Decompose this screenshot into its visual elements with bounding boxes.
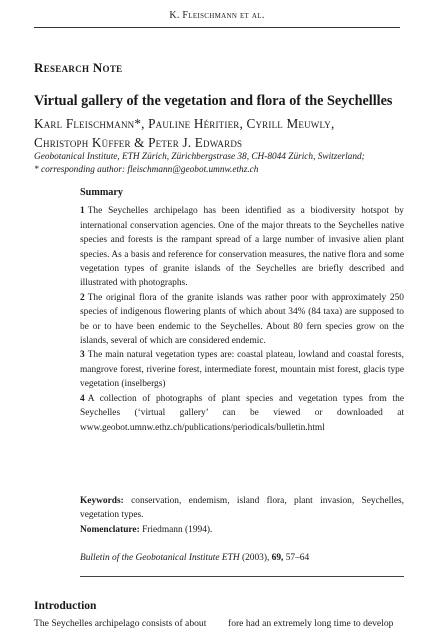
keywords-label: Keywords: [80,496,124,506]
nomenclature-label: Nomenclature: [80,524,140,535]
bulletin-pages: 57–64 [285,553,310,563]
nomenclature-text: Friedmann (1994). [142,524,213,535]
summary-item-3 [80,348,404,391]
bulletin-volume: 69, [271,553,284,563]
bulletin-prefix: Bulletin of the Geobotanical Institute ETH [80,553,240,563]
keywords-block [80,494,404,537]
bulletin-year: (2003), [241,553,270,563]
header-rule [34,27,400,28]
summary-item-number: 1 [80,206,85,217]
running-head: K. Fleischmann et al. [169,10,265,21]
authors-line-1: Karl Fleischmann*, Pauline Héritier, Cyrill Meuwly, [34,116,335,131]
summary-heading: Summary [80,187,124,198]
intro-column-right [228,617,404,632]
authors-line-2: Christoph Küffer & Peter J. Edwards [34,135,243,150]
introduction-heading: Introduction [34,600,97,612]
summary-item-2 [80,291,404,349]
summary-item-number: 2 [80,292,85,303]
summary-item-text: A collection of photographs of plant species and vegetation types from the Seychelles (‘virtual gallery’ can be viewed or downloaded at www.geobot.umnw.ethz.ch/publications/periodicals/bulletin.html [80,393,404,433]
intro-column-left [34,617,210,632]
affiliation-block [34,151,404,177]
corresponding-author: * corresponding author: fleischmann@geobot.umnw.ethz.ch [34,165,259,175]
summary-bottom-rule [80,576,404,577]
nomenclature [80,523,404,537]
summary-item-1 [80,204,404,290]
summary-box [80,186,404,435]
intro-right-line: fore had an extremely long time to develop [228,618,394,629]
summary-item-number: 4 [80,393,85,404]
summary-item-text: The main natural vegetation types are: coastal plateau, lowland and coastal forests, mangrove forest, riverine forest, intermediate forest, mountain mist forest, glacis type vegetation (inselbergs) [80,350,404,390]
summary-item-number: 3 [80,350,85,361]
authors [34,114,404,152]
article-title: Virtual gallery of the vegetation and flora of the Seychellles [34,93,393,109]
keywords-text: conservation, endemism, island flora, plant invasion, Seychelles, vegetation types. [80,496,404,521]
section-label: Research Note [34,60,123,75]
summary-item-text: The original flora of the granite islands was rather poor with approximately 250 species of indigenous flowering plants of which about 34% (84 taxa) are supposed to be or to have been endemic to the Seychelles. About 80 fern species grow on the islands, several of which are considered endemic. [80,292,404,347]
intro-left-line: The Seychelles archipelago consists of about [34,618,207,629]
keywords [80,494,404,523]
affiliation: Geobotanical Institute, ETH Zürich, Zürichbergstrase 38, CH-8044 Zürich, Switzerland; [34,152,365,162]
summary-item-4 [80,392,404,435]
bulletin-citation [80,553,404,563]
summary-item-text: The Seychelles archipelago has been identified as a biodiversity hotspot by international conservation agencies. One of the major threats to the Seychelles native species and forests is the rampant spread of a large number of invasive alien plant species. As a basis and reference for conservation measures, the native flora and some vegetation types of granite islands of the Seychelles are briefly described and illustrated with photographs. [80,206,404,289]
